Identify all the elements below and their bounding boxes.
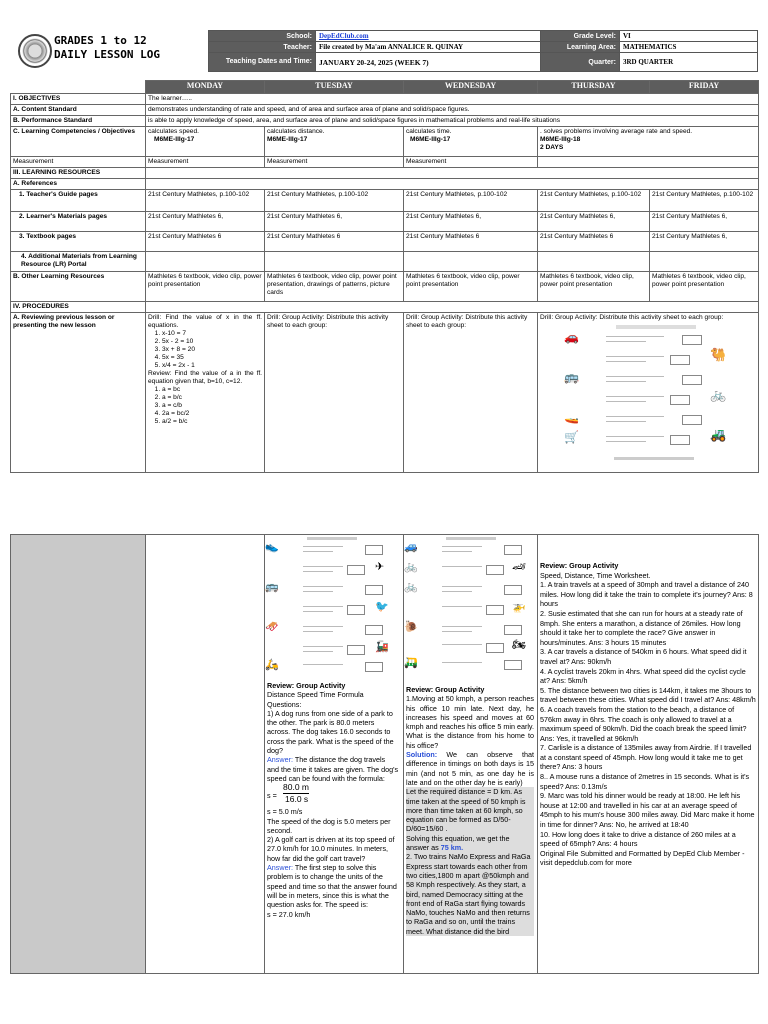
area-label: Learning Area: xyxy=(541,42,620,53)
snowmobile-icon: 🛵 xyxy=(265,659,279,671)
cell: 21st Century Mathletes 6 xyxy=(404,232,538,252)
solution-equation: Let the required distance = D km. As time taken at the speed of 50 kmph is more than time taken at 60 kmph, so equation can be formed as D/50-D/60=15/60 . xyxy=(406,787,534,833)
cell: 21st Century Mathletes 6, xyxy=(265,212,404,232)
comp-code: M6ME-IIIg-18 xyxy=(540,136,581,143)
tuesday-heading: Review: Group Activity xyxy=(267,681,346,690)
lesson-log-table xyxy=(10,80,759,473)
comp-text: calculates distance. xyxy=(267,128,325,135)
row-label: A. Reviewing previous lesson or presenting the new lesson xyxy=(11,313,146,473)
bicycle-icon: 🚲 xyxy=(404,561,418,573)
list-item: 4. 5x = 35 xyxy=(162,354,262,362)
cell: 21st Century Mathletes, p.100-102 xyxy=(650,190,759,212)
teacher-value: File created by Ma'am ANNALICE R. QUINAY xyxy=(316,42,541,53)
sheet-title xyxy=(616,325,696,329)
review-intro: Review: Find the value of a in the ff. equation given that, b=10, c=12. xyxy=(148,370,262,385)
quarter-label: Quarter: xyxy=(541,53,620,72)
list-item: 1. a = bc xyxy=(162,386,262,394)
teacher-label: Teacher: xyxy=(209,42,316,53)
answer-label: Answer: xyxy=(267,755,293,765)
document-title xyxy=(54,34,160,62)
table-row xyxy=(11,127,759,157)
answer-label: Answer: xyxy=(267,863,293,873)
formula-result: s = 5.0 m/s xyxy=(267,807,303,817)
row-label: I. OBJECTIVES xyxy=(11,94,146,105)
cell: 21st Century Mathletes, p.100-102 xyxy=(146,190,265,212)
camel-icon: 🐫 xyxy=(710,347,727,362)
cell: Measurement xyxy=(265,157,404,168)
table-row xyxy=(11,313,759,473)
cell: Mathletes 6 textbook, video clip, power point presentation xyxy=(538,272,650,302)
cell xyxy=(146,252,265,272)
cell xyxy=(265,252,404,272)
table-row xyxy=(11,535,759,974)
activity-sheet-3 xyxy=(404,535,536,677)
solution xyxy=(406,750,534,787)
row-label: IV. PROCEDURES xyxy=(11,302,146,313)
worksheet-item: 5. The distance between two cities is 144km, it takes me 3hours to travel between these cities. What speed did I travel at? Ans: 48km/h xyxy=(540,685,756,705)
tuesday-text xyxy=(267,681,399,919)
row-label: 3. Textbook pages xyxy=(11,232,146,252)
helicopter-icon: 🚁 xyxy=(512,601,526,613)
cell xyxy=(265,127,404,157)
worksheet-item: 3. A car travels a distance of 540km in 6 hours. What speed did it travel at? Ans: 90km/h xyxy=(540,647,747,666)
cell xyxy=(404,127,538,157)
cell: 21st Century Mathletes 6, xyxy=(404,212,538,232)
wednesday-text xyxy=(406,685,534,936)
grey-label-cell xyxy=(11,535,146,974)
table-row xyxy=(11,272,759,302)
list-item: 4. 2a = bc/2 xyxy=(162,410,262,418)
wednesday-cell xyxy=(404,535,538,974)
cell: Mathletes 6 textbook, video clip, power point presentation xyxy=(404,272,538,302)
monday-review-cell xyxy=(146,313,265,473)
area-value: MATHEMATICS xyxy=(620,42,758,53)
day-thursday: THURSDAY xyxy=(538,81,650,94)
cell: is able to apply knowledge of speed, area, and surface area of plane and solid/space figures in mathematical problems and real-life situations xyxy=(146,116,759,127)
list-item: 2. 5x - 2 = 10 xyxy=(162,338,262,346)
answer-1 xyxy=(267,755,399,783)
thursday-review-cell xyxy=(538,313,759,473)
worksheet-item: 9. Marc was told his dinner would be ready at 18:00. He left his house at 12:00 and travelled in his car at an average speed of 45mph to his mum's house 300 miles away. Did Marc make it home in time for dinner? Ans: No, he arrived at 18:40 xyxy=(540,791,755,830)
corner-cell xyxy=(11,81,146,94)
worksheet-list xyxy=(540,580,756,868)
row-label: B. Other Learning Resources xyxy=(11,272,146,302)
school-link[interactable]: DepEdClub.com xyxy=(319,32,369,40)
row-label: C. Learning Competencies / Objectives xyxy=(11,127,146,157)
list-item: 5. x/4 = 2x - 1 xyxy=(162,362,262,370)
formula-numerator: 80.0 m xyxy=(283,782,309,793)
day-monday: MONDAY xyxy=(146,81,265,94)
worksheet-item: Original File Submitted and Formatted by DepEd Club Member - visit depedclub.com for more xyxy=(540,848,745,868)
solution-answer xyxy=(406,834,534,853)
table-row xyxy=(11,252,759,272)
bus-icon: 🚌 xyxy=(564,370,579,384)
answer-text: The first step to solve this problem is to change the units of the speed and time so that the answer found will be in meters, since this is what the question asks for. The speed is: xyxy=(267,863,397,910)
motorbike-icon: 🏍 xyxy=(512,639,526,651)
row-label: Measurement xyxy=(11,157,146,168)
worksheet-item: 1. A train travels at a speed of 30mph and travel a distance of 240 miles. How long did it take the train to complete it's journey? Ans: 8 hours xyxy=(540,580,753,609)
comp-code: M6ME-IIIg-17 xyxy=(410,136,451,143)
tuesday-review-cell: Drill: Group Activity: Distribute this activity sheet to each group: xyxy=(265,313,404,473)
table-row xyxy=(11,105,759,116)
wednesday-heading: Review: Group Activity xyxy=(406,685,485,694)
cell xyxy=(650,252,759,272)
problem-1: 1.Moving at 50 kmph, a person reaches his office 10 min late. Next day, he increases his speed and moves at 60 kmph and reaches his office 5 min early. What is the distance from his home to his office? xyxy=(406,694,534,750)
table-row xyxy=(11,179,759,190)
answer-lead: Solving this equation, we get the answer as xyxy=(406,833,510,853)
worksheet-item: 2. Susie estimated that she can run for hours at a steady rate of 8mph. She enters a marathon, a distance of 26miles. How long should it take her to complete the race? Give answer in hours/minutes. Ans: 3 hours 15 minutes xyxy=(540,608,743,647)
cart-icon: 🛒 xyxy=(564,430,579,444)
list-item: 3. a = c/b xyxy=(162,402,262,410)
school-label: School: xyxy=(209,31,316,42)
bicycle-icon: 🚲 xyxy=(404,581,418,593)
solution-label: Solution: xyxy=(406,750,438,760)
sheet-row xyxy=(564,427,744,447)
cell xyxy=(146,302,759,313)
row-label: A. References xyxy=(11,179,146,190)
day-tuesday: TUESDAY xyxy=(265,81,404,94)
cell: 21st Century Mathletes 6 xyxy=(538,232,650,252)
table-row xyxy=(11,212,759,232)
list-item: 5. a/2 = b/c xyxy=(162,418,262,426)
cell: demonstrates understanding of rate and speed, and of area and surface area of plane and solid/space figures. xyxy=(146,105,759,116)
bicycle-icon: 🚲 xyxy=(710,387,727,402)
solution-text: We can observe that difference in timings on both days is 15 min (and not 5 min, as one day he is late and on the other day he is early) xyxy=(406,750,534,787)
cell: 21st Century Mathletes, p.100-102 xyxy=(404,190,538,212)
table-row xyxy=(11,302,759,313)
dll-page-2 xyxy=(10,534,758,974)
cell xyxy=(146,127,265,157)
thursday-heading: Review: Group Activity xyxy=(540,561,619,570)
cell: The learner….. xyxy=(146,94,759,105)
cell: 21st Century Mathletes 6, xyxy=(650,212,759,232)
sheet-row xyxy=(564,410,744,427)
car-icon: 🚙 xyxy=(404,541,418,553)
comp-code: M6ME-IIIg-17 xyxy=(267,136,308,143)
cell: 21st Century Mathletes 6, xyxy=(650,232,759,252)
worksheet-item: 8.. A mouse runs a distance of 2metres in 15 seconds. What is it's speed? Ans: 0.13m/s xyxy=(540,772,750,791)
train-icon: 🚂 xyxy=(375,641,389,653)
shoe-icon: 👟 xyxy=(265,541,279,553)
row-label: A. Content Standard xyxy=(11,105,146,116)
cell: 21st Century Mathletes 6 xyxy=(265,232,404,252)
thursday-sub: Speed, Distance, Time Worksheet. xyxy=(540,570,651,580)
header xyxy=(10,30,758,74)
table-row xyxy=(11,94,759,105)
comp-code: M6ME-IIIg-17 xyxy=(154,136,195,143)
lesson-log-table-continued xyxy=(10,534,759,974)
bird-icon: 🐦 xyxy=(375,601,389,613)
bus-icon: 🚌 xyxy=(265,581,279,593)
table-row xyxy=(11,232,759,252)
answer-text: The distance the dog travels and the time it takes are given. The dog's speed can be found with the formula: xyxy=(267,755,399,783)
row-label: III. LEARNING RESOURCES xyxy=(11,168,146,179)
answer-value: 75 km. xyxy=(440,843,464,853)
drill-intro: Drill: Find the value of x in the ff. equations. xyxy=(148,314,262,329)
car-icon: 🚗 xyxy=(564,330,579,344)
cell: 21st Century Mathletes 6 xyxy=(146,232,265,252)
worksheet-item: 4. A cyclist travels 20km in 4hrs. What speed did the cyclist cycle at? Ans: 5km/h xyxy=(540,666,746,686)
cell: 21st Century Mathletes, p.100-102 xyxy=(538,190,650,212)
drill-list xyxy=(148,330,262,370)
cell: Measurement xyxy=(146,157,265,168)
worksheet-item: 6. A coach travels from the station to the beach, a distance of 576km away in 6hrs. The coach is only allowed to travel at a maximum speed of 90km/h. Did the coach break the speed limit? Ans: Yes, it travelled at 96km/h xyxy=(540,704,747,743)
formula xyxy=(267,783,399,807)
cell: 21st Century Mathletes 6, xyxy=(538,212,650,232)
sled-icon: 🛷 xyxy=(265,621,279,633)
formula-denominator: 16.0 s xyxy=(285,794,309,805)
quarter-value: 3RD QUARTER xyxy=(620,53,758,72)
comp-text: calculates time. xyxy=(406,128,452,135)
cell xyxy=(404,252,538,272)
answer-2 xyxy=(267,863,399,909)
worksheet-item: 7. Carlisle is a distance of 135miles away from Airdrie. If I travelled at a constant speed of 45mph. How long would it take me to get there? Ans: 3 hours xyxy=(540,743,752,772)
cell: Measurement xyxy=(404,157,538,168)
comp-extra: 2 DAYS xyxy=(540,144,564,151)
row-label: 1. Teacher's Guide pages xyxy=(11,190,146,212)
tuesday-cell xyxy=(265,535,404,974)
boat-icon: 🚤 xyxy=(564,410,579,424)
dates-label: Teaching Dates and Time: xyxy=(209,53,316,72)
cell: Mathletes 6 textbook, video clip, power point presentation xyxy=(146,272,265,302)
cell xyxy=(146,168,759,179)
title-line1: GRADES 1 to 12 xyxy=(54,34,147,47)
activity-sheet-2 xyxy=(265,535,400,677)
drill-text: Drill: Group Activity: Distribute this activity sheet to each group: xyxy=(540,314,724,321)
thursday-cell xyxy=(538,535,759,974)
list-item: 1. x-10 = 7 xyxy=(162,330,262,338)
list-item: 2. a = b/c xyxy=(162,394,262,402)
racecar-icon: 🏎 xyxy=(512,561,526,573)
tricycle-icon: 🛺 xyxy=(404,657,418,669)
forklift-icon: 🚜 xyxy=(710,427,727,442)
day-header-row xyxy=(11,81,759,94)
table-row xyxy=(11,157,759,168)
header-grid xyxy=(208,30,758,72)
plane-icon: ✈ xyxy=(375,561,385,573)
grade-label: Grade Level: xyxy=(541,31,620,42)
tuesday-subheading: Distance Speed Time Formula Questions: xyxy=(267,690,364,709)
activity-sheet-1 xyxy=(564,325,744,465)
school-value[interactable] xyxy=(316,31,541,42)
cell xyxy=(538,252,650,272)
table-row xyxy=(11,116,759,127)
comp-text: calculates speed. xyxy=(148,128,199,135)
wednesday-review-cell: Drill: Group Activity: Distribute this activity sheet to each group: xyxy=(404,313,538,473)
seal-icon xyxy=(18,34,52,68)
cell: 21st Century Mathletes, p.100-102 xyxy=(265,190,404,212)
table-row xyxy=(11,190,759,212)
sheet-footer xyxy=(614,457,694,460)
cell xyxy=(538,127,759,157)
grade-value: VI xyxy=(620,31,758,42)
sheet-row xyxy=(564,387,744,407)
worksheet-item: 10. How long does it take to drive a distance of 260 miles at a speed of 65mph? Ans: 4 hours xyxy=(540,829,736,849)
question-1: 1) A dog runs from one side of a park to the other. The park is 80.0 meters across. The dog takes 16.0 seconds to cross the park. What is the speed of the dog? xyxy=(267,708,394,756)
sheet-row xyxy=(564,347,744,367)
cell: Mathletes 6 textbook, video clip, power point presentation xyxy=(650,272,759,302)
list-item: 3. 3x + 8 = 20 xyxy=(162,346,262,354)
title-line2: DAILY LESSON LOG xyxy=(54,48,160,61)
review-list xyxy=(148,386,262,426)
cell: 21st Century Mathletes 6, xyxy=(146,212,265,232)
row-label: 4. Additional Materials from Learning Resource (LR) Portal xyxy=(11,252,146,272)
snail-icon: 🐌 xyxy=(404,621,418,633)
cell: Mathletes 6 textbook, video clip, power point presentation, drawings of patterns, picture cards xyxy=(265,272,404,302)
formula-s: s = xyxy=(267,791,277,801)
problem-2: 2. Two trains NaMo Express and RaGa Express start towards each other from two cities,1800 m apart @50kmph and 58 Kmph respectively. As they start, a bird, named Democracy sitting at the front end of RaGa start flying towards NaMo, touches NaMo and then returns to RaGa and so on, until the trains meet. What distance did the bird xyxy=(406,852,534,936)
sheet-row xyxy=(564,370,744,387)
table-row xyxy=(11,168,759,179)
day-friday: FRIDAY xyxy=(650,81,759,94)
monday-cell xyxy=(146,535,265,974)
answer-1-end: The speed of the dog is 5.0 meters per second. xyxy=(267,816,391,835)
row-label: 2. Learner's Materials pages xyxy=(11,212,146,232)
dates-value: JANUARY 20-24, 2025 (WEEK 7) xyxy=(316,53,541,72)
cell xyxy=(538,157,759,168)
comp-text: . solves problems involving average rate and speed. xyxy=(540,128,693,135)
answer-2-end: s = 27.0 km/h xyxy=(267,909,311,919)
day-wednesday: WEDNESDAY xyxy=(404,81,538,94)
sheet-row xyxy=(564,330,744,347)
question-2: 2) A golf cart is driven at its top speed of 27.0 km/h for 10.0 minutes. In meters, how far did the golf cart travel? xyxy=(267,835,395,863)
row-label: B. Performance Standard xyxy=(11,116,146,127)
cell xyxy=(146,179,759,190)
